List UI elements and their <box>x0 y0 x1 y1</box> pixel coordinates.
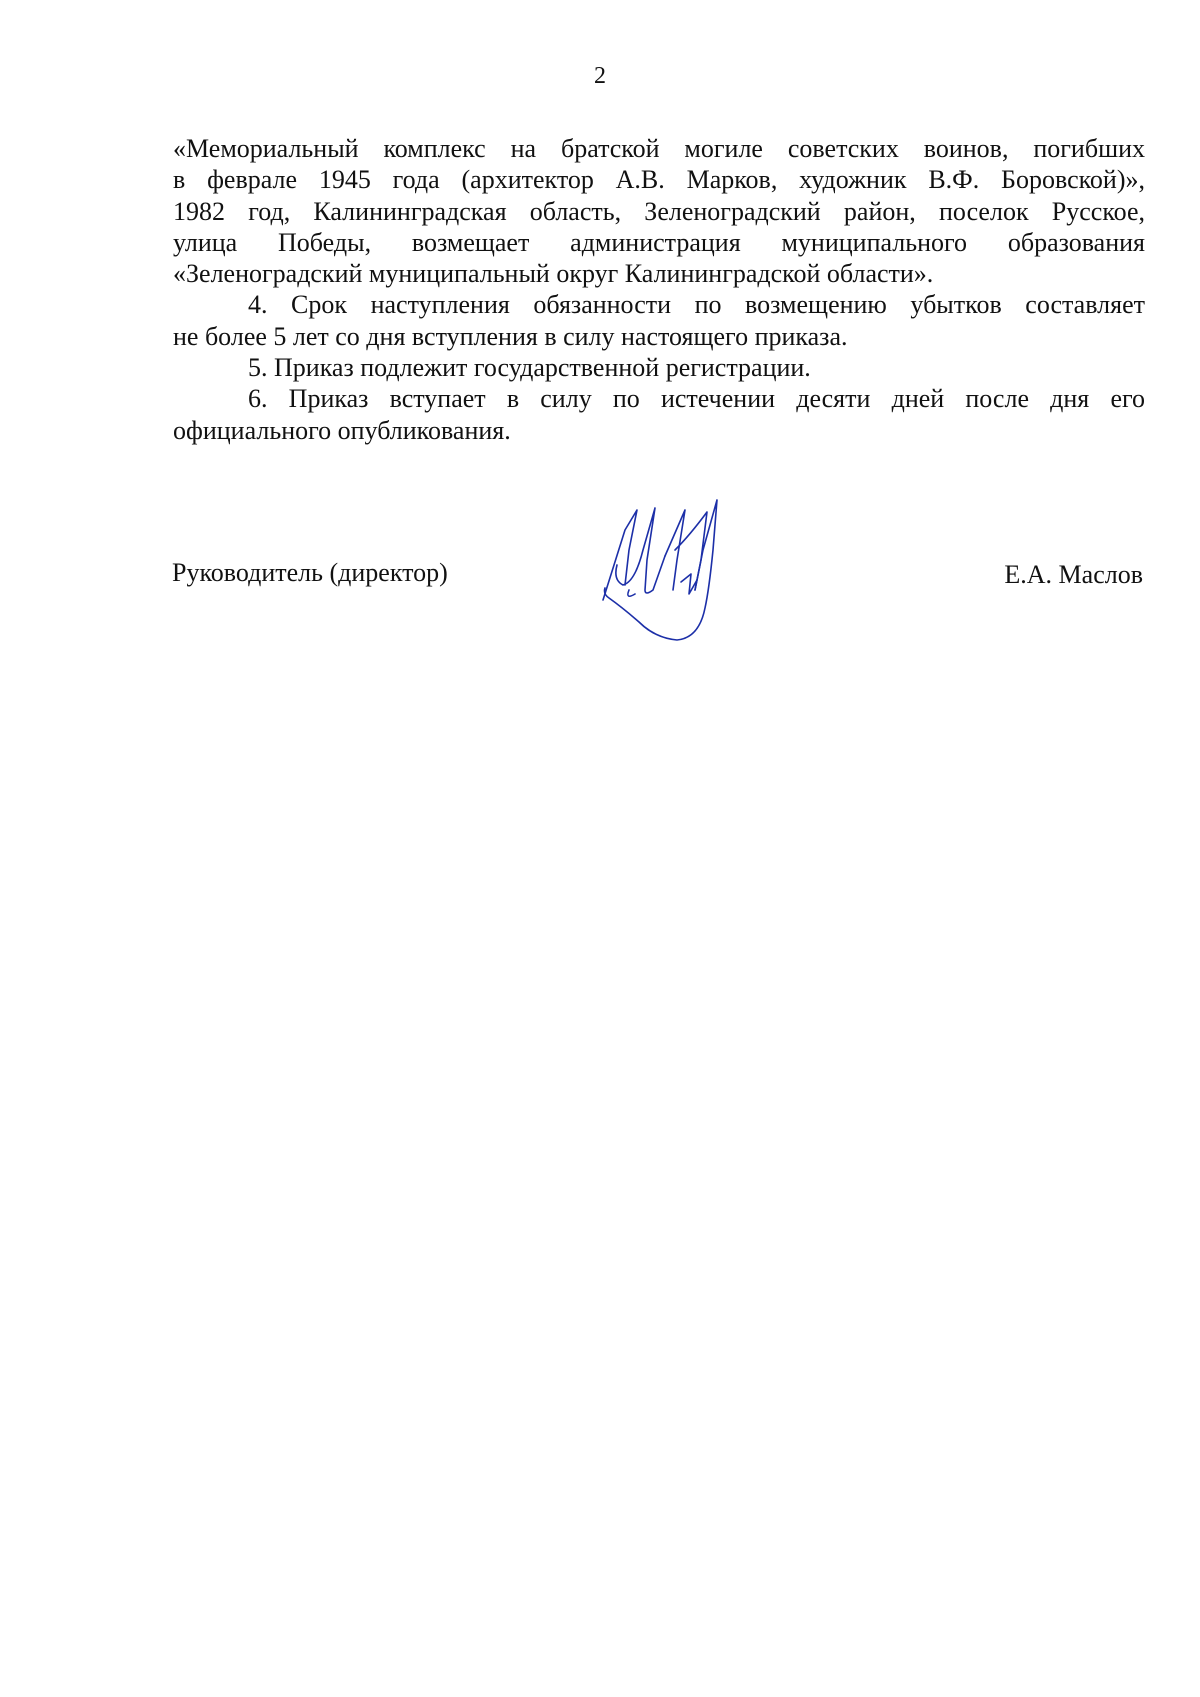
handwritten-signature <box>595 490 795 660</box>
body-line: «Мемориальный комплекс на братской могиле советских воинов, погибших <box>173 134 1145 163</box>
body-line: «Зеленоградский муниципальный округ Калининградской области». <box>173 259 934 289</box>
body-line: в феврале 1945 года (архитектор А.В. Марков, художник В.Ф. Боровской)», <box>173 165 1145 195</box>
paragraph-5-line: 5. Приказ подлежит государственной регистрации. <box>248 353 811 383</box>
page-number: 2 <box>594 63 606 89</box>
paragraph-4-line: 4. Срок наступления обязанности по возмещению убытков составляет <box>248 290 1145 320</box>
signatory-title: Руководитель (директор) <box>172 558 448 587</box>
document-body <box>173 133 1145 446</box>
body-line: улица Победы, возмещает администрация муниципального образования <box>173 227 1145 257</box>
paragraph-6-line: 6. Приказ вступает в силу по истечении десяти дней после дня его <box>248 384 1145 414</box>
paragraph-6-line: официального опубликования. <box>173 415 511 445</box>
paragraph-4-line: не более 5 лет со дня вступления в силу настоящего приказа. <box>173 321 848 351</box>
body-line: 1982 год, Калининградская область, Зеленоградский район, поселок Русское, <box>173 196 1145 226</box>
signatory-name: Е.А. Маслов <box>1004 560 1143 589</box>
signature-drawing <box>595 490 795 660</box>
